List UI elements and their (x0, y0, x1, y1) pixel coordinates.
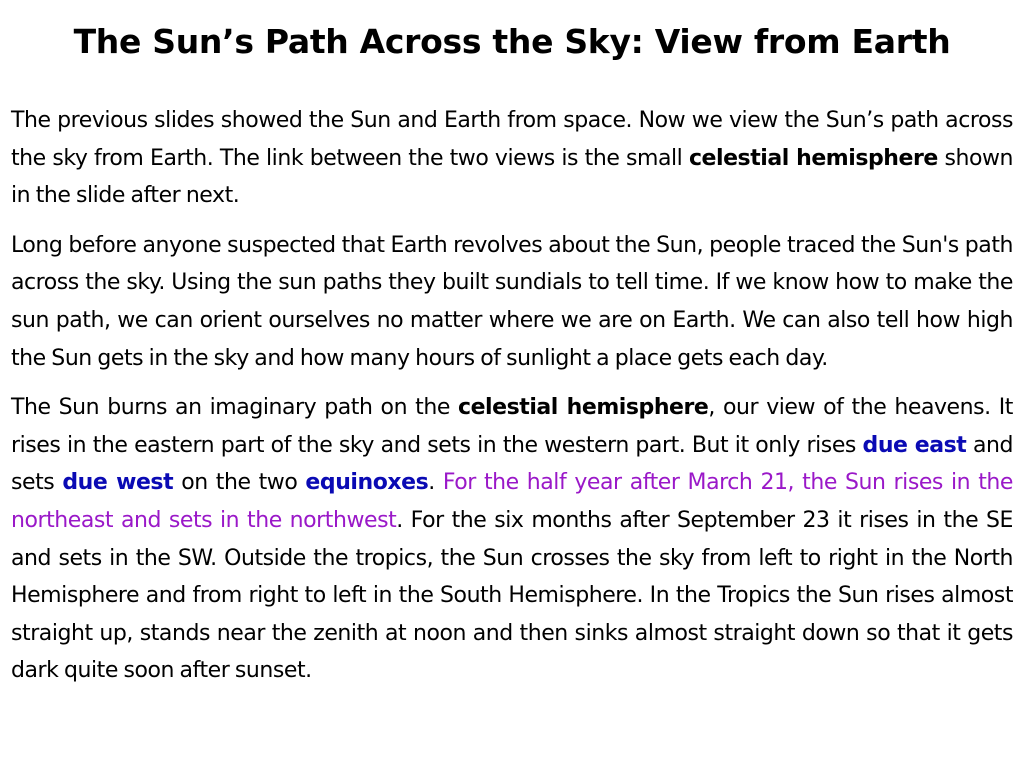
paragraph-3-text-5: . (428, 470, 443, 496)
term-due-west: due west (62, 470, 174, 496)
paragraph-3-text-6: . For the six months after September 23 it rises in the SE and sets in the SW. Outside the tropics, the Sun crosses the sky from left to right in the North Hemisphere and from right to left in the South Hemisphere. In the Tropics the Sun rises almost straight up, stands near the zenith at noon and then sinks almost straight down so that it gets dark quite soon after sunset. (11, 507, 1013, 684)
term-due-east: due east (862, 432, 967, 458)
term-equinoxes: equinoxes (305, 470, 429, 496)
term-celestial-hemisphere: celestial hemisphere (688, 145, 938, 171)
paragraph-3-text-1: The Sun burns an imaginary path on the (11, 395, 458, 421)
paragraph-3-text-4: on the two (173, 470, 306, 496)
paragraph-1-text-2: shown in the slide after next. (11, 145, 1013, 209)
highlight-march-21-sentence: For the half year after March 21, the Sun rises in the northeast and sets in the northwest (11, 470, 1013, 533)
paragraph-1-text-1: The previous slides showed the Sun and Earth from space. Now we view the Sun’s path across the sky from Earth. The link between the two views is the small (11, 108, 1013, 171)
term-celestial-hemisphere-2: celestial hemisphere (457, 395, 709, 421)
paragraph-3-text-3: and sets (11, 432, 1013, 496)
paragraph-3-text-2: , our view of the heavens. It rises in the eastern part of the sky and sets in the western part. But it only rises (11, 395, 1013, 458)
paragraph-3 (11, 389, 1013, 690)
slide-body (11, 102, 1013, 702)
paragraph-1 (11, 102, 1013, 215)
paragraph-2: Long before anyone suspected that Earth revolves about the Sun, people traced the Sun's path across the sky. Using the sun paths they built sundials to tell time. If we know how to make the sun path, we can orient ourselves no matter where we are on Earth. We can also tell how high the Sun gets in the sky and how many hours of sunlight a place gets each day. (11, 232, 1013, 371)
slide-title: The Sun’s Path Across the Sky: View from Earth (73, 22, 951, 61)
